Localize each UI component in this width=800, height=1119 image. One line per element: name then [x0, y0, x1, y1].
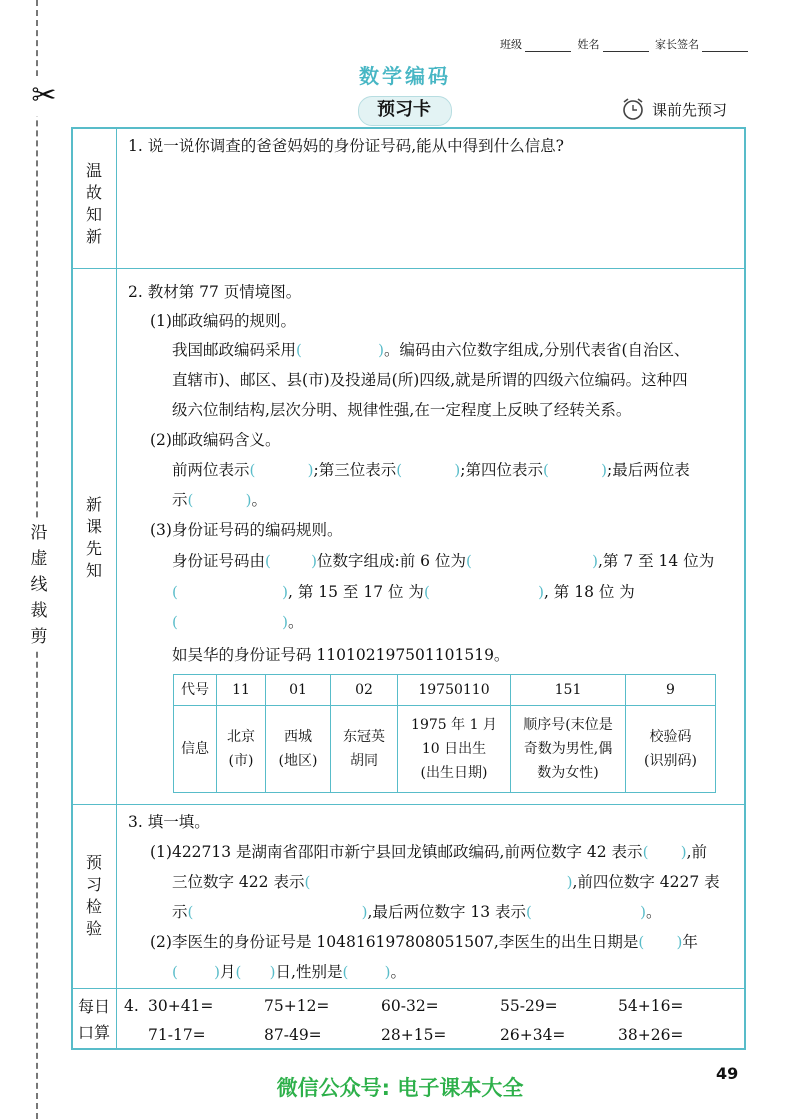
arithmetic-problem[interactable]: 28+15=: [381, 1026, 447, 1044]
cut-char: 线: [30, 575, 48, 595]
table-cell: 02: [331, 675, 398, 706]
arithmetic-problem[interactable]: 54+16=: [618, 997, 684, 1015]
section-label-check: 预 习 检 验: [85, 853, 102, 938]
arithmetic-problem[interactable]: 30+41=: [148, 997, 214, 1015]
card-title: 预习卡: [377, 99, 431, 120]
scissors-icon: ✂: [26, 76, 62, 116]
section-label-daily: 每日 口算: [77, 997, 110, 1042]
arithmetic-problem[interactable]: 26+34=: [500, 1026, 566, 1044]
arithmetic-problem[interactable]: 75+12=: [264, 997, 330, 1015]
sub-question-title: (2)邮政编码含义。: [150, 431, 281, 449]
table-cell: 顺序号(末位是 奇数为男性,偶 数为女性): [511, 706, 626, 793]
text-line: (1)422713 是湖南省邵阳市新宁县回龙镇邮政编码,前两位数字 42 表示( ) ,前: [150, 842, 707, 862]
table-cell: 校验码 (识别码): [626, 706, 716, 793]
text-line: 身份证号码由( ) 位数字组成:前 6 位为( ) ,第 7 至 14 位为: [172, 551, 714, 571]
text-line: (2)李医生的身份证号是 104816197808051507,李医生的出生日期是( ) 年: [150, 932, 698, 952]
text-line: 直辖市)、邮区、县(市)及投递局(所)四级,就是所谓的四级六位编码。这种四: [172, 371, 688, 389]
arithmetic-problem[interactable]: 60-32=: [381, 997, 439, 1015]
table-cell: 01: [266, 675, 331, 706]
cut-char: 沿: [30, 523, 48, 543]
section-divider: [71, 988, 746, 989]
fill-blank[interactable]: [342, 964, 390, 982]
name-blank[interactable]: [603, 51, 649, 52]
table-row: [174, 706, 716, 793]
cut-char: 剪: [30, 627, 48, 647]
table-cell: 19750110: [398, 675, 511, 706]
lesson-title: 数学编码: [359, 64, 451, 88]
id-example: 如吴华的身份证号码 110102197501101519。: [172, 646, 510, 664]
text-line: 示( ) ,最后两位数字 13 表示( ) 。: [172, 902, 662, 922]
arithmetic-problem[interactable]: 55-29=: [500, 997, 558, 1015]
text-line: ( )。: [172, 612, 304, 632]
question-1: 1. 说一说你调查的爸爸妈妈的身份证号码,能从中得到什么信息?: [128, 137, 564, 155]
sub-question-title: (1)邮政编码的规则。: [150, 312, 296, 330]
student-info-fields: [500, 36, 751, 52]
text-line: 前两位表示( ) ;第三位表示( ) ;第四位表示( ) ;最后两位表: [172, 460, 690, 480]
table-cell: 1975 年 1 月 10 日出生 (出生日期): [398, 706, 511, 793]
class-blank[interactable]: [525, 51, 571, 52]
fill-blank[interactable]: [466, 553, 598, 571]
fill-blank[interactable]: [304, 874, 572, 892]
arithmetic-problem[interactable]: 87-49=: [264, 1026, 322, 1044]
cut-char: 裁: [30, 601, 48, 621]
question-3: 3. 填一填。: [128, 813, 210, 831]
table-cell: 11: [217, 675, 266, 706]
arithmetic-problem[interactable]: 71-17=: [148, 1026, 206, 1044]
table-cell: 9: [626, 675, 716, 706]
arithmetic-problem[interactable]: 38+26=: [618, 1026, 684, 1044]
section-divider: [71, 268, 746, 269]
fill-blank[interactable]: [172, 584, 288, 602]
fill-blank[interactable]: [638, 934, 682, 952]
text-line: 示( ) 。: [172, 490, 267, 510]
sub-question-title: (3)身份证号码的编码规则。: [150, 521, 343, 539]
fill-blank[interactable]: [396, 462, 460, 480]
question-2: 2. 教材第 77 页情境图。: [128, 283, 302, 301]
fill-blank[interactable]: [265, 553, 317, 571]
page-number: 49: [716, 1064, 739, 1083]
footer-watermark: 微信公众号: 电子课本大全: [276, 1076, 524, 1100]
name-label: 姓名: [577, 38, 600, 51]
table-cell: 西城 (地区): [266, 706, 331, 793]
text-line: 我国邮政编码采用( ) 。编码由六位数字组成,分别代表省(自治区、: [172, 340, 690, 360]
card-tag: 课前先预习: [652, 101, 728, 119]
fill-blank[interactable]: [188, 904, 368, 922]
fill-blank[interactable]: [188, 492, 252, 510]
fill-blank[interactable]: [172, 614, 288, 632]
table-cell: 北京 (市): [217, 706, 266, 793]
fill-blank[interactable]: [543, 462, 607, 480]
fill-blank[interactable]: [424, 584, 544, 602]
text-line: 三位数字 422 表示( ) ,前四位数字 4227 表: [172, 872, 720, 892]
cut-instruction: [28, 520, 50, 650]
parent-signature-label: 家长签名: [655, 38, 699, 51]
table-cell: 151: [511, 675, 626, 706]
text-line: ( ), 第 15 至 17 位 为( ) , 第 18 位 为: [172, 582, 635, 602]
section-label-review: 温 故 知 新: [85, 161, 102, 246]
table-row: [174, 675, 716, 706]
section-label-new: 新 课 先 知: [85, 495, 102, 580]
fill-blank[interactable]: [250, 462, 314, 480]
question-4: 4.: [124, 997, 139, 1015]
label-column-divider: [116, 128, 117, 1049]
cut-char: 虚: [30, 549, 48, 569]
alarm-clock-icon: [620, 96, 646, 122]
section-divider: [71, 804, 746, 805]
fill-blank[interactable]: [643, 844, 687, 862]
table-cell: 信息: [174, 706, 217, 793]
fill-blank[interactable]: [296, 342, 384, 360]
class-label: 班级: [500, 38, 522, 51]
id-code-table: [173, 674, 716, 793]
fill-blank[interactable]: [172, 964, 220, 982]
answer-area-1[interactable]: [128, 162, 738, 262]
text-line: 级六位制结构,层次分明、规律性强,在一定程度上反映了经转关系。: [172, 401, 632, 419]
signature-blank[interactable]: [702, 51, 748, 52]
table-cell: 代号: [174, 675, 217, 706]
fill-blank[interactable]: [526, 904, 646, 922]
text-line: ( )月( ) 日,性别是( ) 。: [172, 962, 406, 982]
table-cell: 东冠英 胡同: [331, 706, 398, 793]
fill-blank[interactable]: [236, 964, 276, 982]
